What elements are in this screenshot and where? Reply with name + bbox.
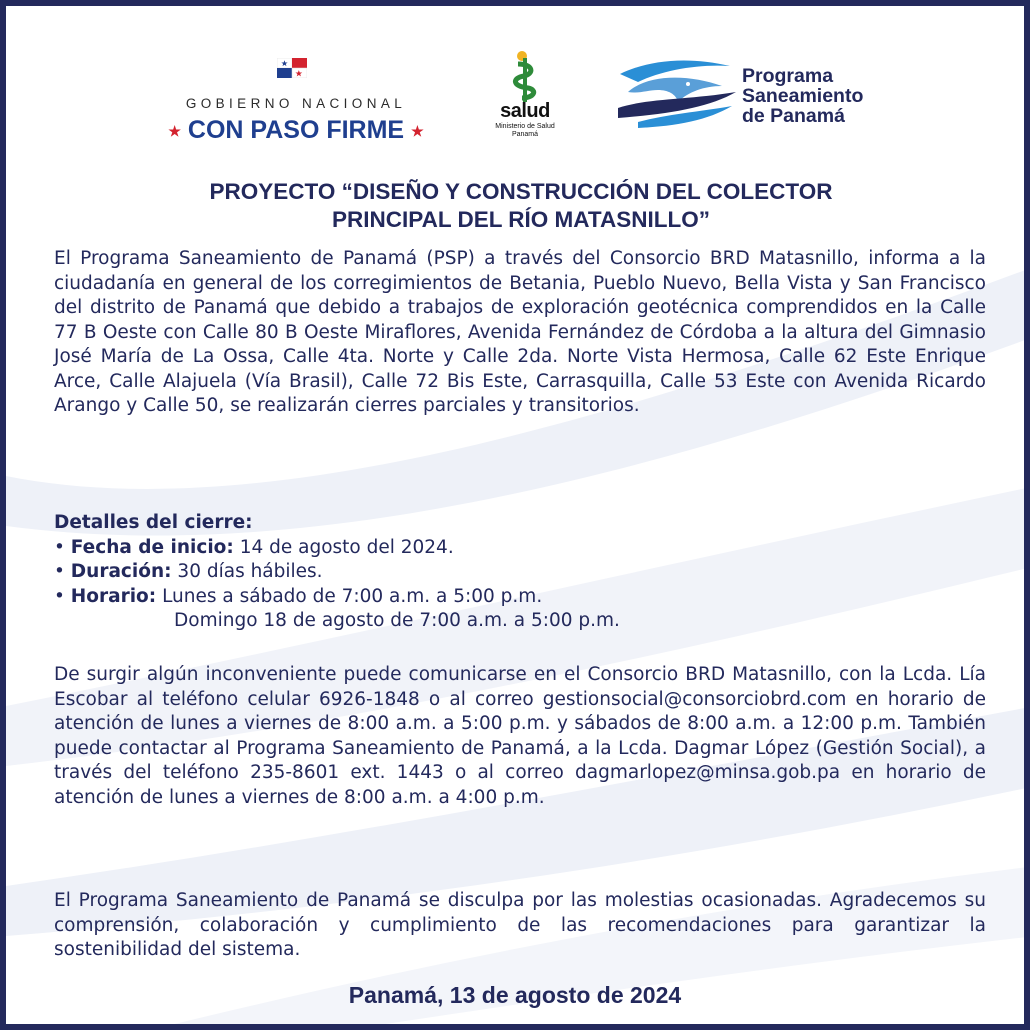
star-icon: ★: [411, 122, 424, 139]
header-logos: [6, 46, 1030, 156]
apology-paragraph: El Programa Saneamiento de Panamá se disculpa por las molestias ocasionadas. Agradecemos su comprensión, colaboración y cumplimiento de las recomendaciones para garantizar la sostenibilidad del sistema.: [54, 890, 986, 960]
programa-saneamiento-logo: [618, 52, 918, 142]
gobierno-slogan: CON PASO FIRME: [187, 116, 405, 144]
closure-details: [54, 511, 986, 634]
dolphin-wave-icon: [618, 52, 738, 132]
contact-paragraph: De surgir algún inconveniente puede comunicarse en el Consorcio BRD Matasnillo, con la Lcda. Lía Escobar al teléfono celular 6926-1848 o al correo gestionsocial@consorciobrd.com en horario de atención de lunes a viernes de 8:00 a.m. a 5:00 p.m. y sábados de 8:00 a.m. a 12:00 p.m. También puede contactar al Programa Saneamiento de Panamá, a la Lcda. Dagmar López (Gestión Social), a través del teléfono 235-8601 ext. 1443 o al correo dagmarlopez@minsa.gob.pa en horario de atención de lunes a viernes de 8:00 a.m. a 4:00 p.m.: [54, 664, 986, 808]
detail-value: Lunes a sábado de 7:00 a.m. a 5:00 p.m.: [162, 585, 543, 607]
detail-item-schedule: • Horario: Lunes a sábado de 7:00 a.m. a 5:00 p.m.: [54, 585, 543, 607]
detail-schedule-sunday: Domingo 18 de agosto de 7:00 a.m. a 5:00 p.m.: [174, 610, 620, 631]
salud-word: salud: [500, 100, 550, 122]
psp-line1: Programa: [742, 65, 834, 87]
star-icon: ★: [168, 122, 181, 139]
panama-flag-icon: [277, 58, 307, 78]
notice-date: Panamá, 13 de agosto de 2024: [348, 982, 682, 1008]
salud-line2: Panamá: [511, 131, 539, 138]
psp-wordmark: [742, 66, 863, 126]
detail-item-start-date: • Fecha de inicio: 14 de agosto del 2024.: [54, 536, 454, 558]
detail-label: Duración:: [70, 561, 172, 582]
details-heading: Detalles del cierre:: [54, 512, 253, 533]
intro-paragraph: El Programa Saneamiento de Panamá (PSP) a través del Consorcio BRD Matasnillo, informa a la ciudadanía en general de los corregimientos de Betania, Pueblo Nuevo, Bella Vista y San Francisco del distrito de Panamá que debido a trabajos de exploración geotécnica comprendidos en la Calle 77 B Oeste con Calle 80 B Oeste Miraflores, Avenida Fernández de Córdoba a la altura del Gimnasio José María de La Ossa, Calle 4ta. Norte y Calle 2da. Norte Vista Hermosa, Calle 62 Este Enrique Arce, Calle Alajuela (Vía Brasil), Calle 72 Bis Este, Carrasquilla, Calle 53 Este con Avenida Ricardo Arango y Calle 50, se realizarán cierres parciales y transitorios.: [54, 248, 986, 416]
psp-line3: de Panamá: [742, 105, 845, 127]
psp-line2: Saneamiento: [742, 85, 864, 107]
detail-label: Horario:: [70, 585, 157, 607]
detail-value: 30 días hábiles.: [177, 561, 323, 582]
gobierno-main-line: [146, 116, 446, 145]
salud-subtitle: [484, 123, 566, 139]
serpent-staff-icon: [484, 50, 566, 102]
title-line2: PRINCIPAL DEL RÍO MATASNILLO”: [332, 207, 710, 232]
detail-label: Fecha de inicio:: [70, 536, 234, 558]
title-line1: PROYECTO “DISEÑO Y CONSTRUCCIÓN DEL COLECTOR: [209, 179, 833, 204]
detail-item-duration: • Duración: 30 días hábiles.: [54, 561, 323, 582]
salud-line1: Ministerio de Salud: [495, 123, 555, 130]
minsa-logo: [484, 50, 566, 150]
gobierno-nacional-logo: [146, 58, 446, 148]
notice-title: [66, 178, 976, 234]
gobierno-top-line: GOBIERNO NACIONAL: [185, 96, 407, 111]
detail-value: 14 de agosto del 2024.: [239, 536, 454, 558]
